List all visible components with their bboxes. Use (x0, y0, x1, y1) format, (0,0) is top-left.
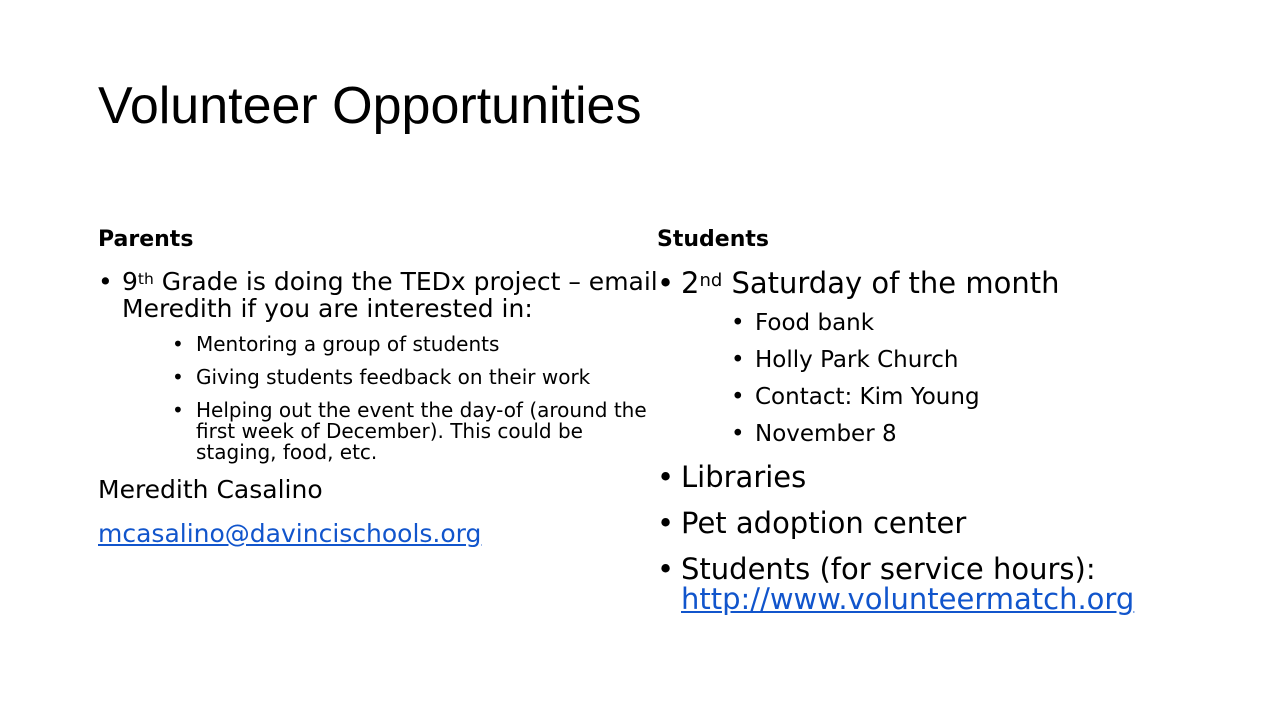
students-column (657, 226, 1257, 614)
students-sublist (731, 311, 1257, 446)
students-subitem: • November 8 (731, 422, 1257, 446)
saturday-suffix: nd (699, 270, 723, 291)
grade-number: 9 (122, 267, 138, 296)
volunteermatch-link[interactable]: http://www.volunteermatch.org (681, 582, 1135, 616)
students-item-libraries: • Libraries (657, 462, 1257, 492)
students-list (657, 268, 1257, 614)
parents-heading: Parents (98, 227, 194, 252)
students-subitem: • Contact: Kim Young (731, 385, 1257, 409)
parents-subitem: • Mentoring a group of students (172, 334, 658, 355)
students-item-pet-adoption: • Pet adoption center (657, 508, 1257, 538)
students-heading: Students (657, 227, 769, 252)
service-hours-text: Students (for service hours): (681, 552, 1096, 586)
saturday-text: Saturday of the month (722, 266, 1060, 300)
grade-suffix: th (137, 270, 154, 288)
students-subitem: • Food bank (731, 311, 1257, 335)
students-item-service-hours (657, 554, 1257, 614)
tedx-text: Grade is doing the TEDx project – email Meredith if you are interested in: (122, 267, 658, 323)
contact-email-link[interactable]: mcasalino@davincischools.org (98, 519, 482, 548)
parents-column (98, 226, 658, 549)
parents-list (98, 268, 658, 463)
parents-item-tedx (98, 268, 658, 463)
students-subitem: • Holly Park Church (731, 348, 1257, 372)
parents-subitem: • Giving students feedback on their work (172, 367, 658, 388)
parents-subitem: • Helping out the event the day-of (around the first week of December). This could be staging, food, etc. (172, 400, 658, 463)
students-item-saturday (657, 268, 1257, 446)
contact-name: Meredith Casalino (98, 475, 323, 504)
saturday-number: 2 (681, 266, 700, 300)
slide-title: Volunteer Opportunities (98, 77, 642, 135)
parents-sublist (172, 334, 658, 463)
